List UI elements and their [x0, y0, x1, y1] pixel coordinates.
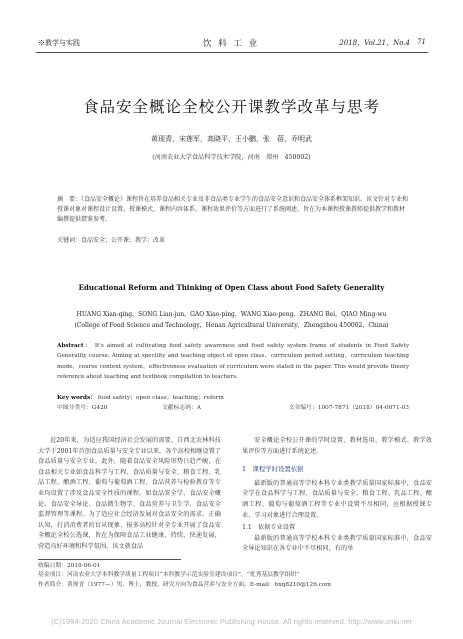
body-paragraph: 安全概论全校公开课的学时设置、教材选用、教学模式、教学效果评价等方面进行系统论述。: [242, 437, 432, 455]
footnote-fund: 基金项目：河南农业大学本科教学质量工程项目“本科教学示范实验室建设项目”，“优秀基层教学组织”: [38, 572, 300, 579]
authors-cn: 黄现青，宋莲军，高晓平，王小鹏，张 蓓，乔明武: [151, 135, 312, 143]
keywords-cn: [57, 235, 409, 244]
body-paragraph: 最新版的普通高等学校本科专业类教学质量国家标准中，食品安全导论知识在各专业中不尽相同，有的单: [242, 534, 432, 553]
header-journal-name: 饮 料 工 业: [203, 39, 260, 49]
paper-title-cn: 食品安全概论全校公开课教学改革与思考: [82, 98, 380, 116]
abstract-cn: [57, 195, 409, 225]
affiliation-cn: (河南农业大学食品科学技术学院，河南 郑州 450002): [152, 154, 311, 161]
footnote: [38, 562, 438, 590]
header-page-number: 71: [417, 38, 426, 46]
body-left-column: 近20年来，为适应我国经济社会发展的需要，自西北农林科技大学于2001年首创食品质量与安全专业以来，各个高校相继设置了食品质量与安全专业。此外，随着食品安全风险形势日趋严峻，在食品相关专业如食品科学与工程、食品质量与安全、粮食工程、乳品工程、酿酒工程、葡萄与葡萄酒工程、食品营养与检验教育等专业均设置了涉及食品安全性质的课程，如食品安全学、食品安全概论、食品安全导论、食品微生物学、食品营养与卫生学、食品安全监督管理等课程。为了适应社会经济发展对食品安全的需求，正确认知，打消消费者的盲从现象，报多高校针对全专业开展了食品安全概论全校公选课，旨在为保障食品工业健康、持续、快速发展，营造良好环境和科学氛围。该文就食品: [38, 437, 221, 550]
keywords-en-label: Key words：: [57, 395, 97, 401]
keywords-en: [57, 392, 409, 401]
clc-number: 中图分类号：G420: [57, 405, 108, 411]
footnote-divider: [38, 559, 181, 560]
abstract-en-label: Abstract：: [57, 343, 92, 349]
document-code: 文献标志码：A: [162, 405, 201, 411]
footnote-received: 收稿日期：2018-06-01: [38, 563, 101, 569]
abstract-cn-text: 《食品安全概论》课程旨在培养食品相关专业及非食品类专业学生的食品安全意识和食品安全体系框架知识。该文针对专业和授课对象对课程设计设置、授课模式、课程内容体系、课程效果评价等方面进行了系统阐述，旨在为本课程授课教师提供教学和教材编撰提供借鉴参考。: [57, 196, 409, 223]
footnote-author: 作者简介：黄现青（1977—）男，博士，教授，研究方向为食品营养与安全方面。E-mail：hxq8210@126.com: [38, 581, 332, 588]
paper-title-en: Educational Reform and Thinking of Open Class about Food Safety Generality: [78, 283, 385, 292]
body-right-column: [242, 436, 432, 555]
abstract-en-text: It's aimed at cultivating food safety awareness and food safety system frame of students in Food Safety Generality course. Aiming at specility and teaching object of open class，curriculum period setting，curriculum teaching mode，course content system，effectiveness evaluation of curriculum were stated in the paper. This would provide theory reference about teaching and textbook compilation to teachers.: [57, 343, 410, 380]
article-number: 文章编号：1007-7871（2018）04-0071-03: [288, 405, 409, 411]
header-divider: [36, 52, 428, 53]
affiliation-en: (College of Food Science and Technology，Henan Agricultural University，Zhengzhou 450002，China): [74, 322, 389, 329]
abstract-en: [57, 341, 409, 382]
keywords-cn-label: 关键词：: [57, 237, 82, 244]
keywords-cn-text: 食品安全；公开课；教学；改革: [81, 237, 166, 244]
abstract-cn-label: 摘 要：: [57, 196, 82, 203]
header-issue: 2018，Vol.21，No.4: [339, 39, 410, 47]
running-header: [38, 38, 426, 50]
subsection-heading: 1.1 依据专业设置: [242, 524, 296, 532]
copyright-watermark: (C)1994-2020 China Academic Journal Electronic Publishing House. All rights reserved. http://www.cnki.net: [51, 617, 412, 626]
classification-line: [57, 402, 409, 412]
body-paragraph: 最新版的普通高等学校本科专业类教学质量国家标准中，食品安全学在食品科学与工程、食品质量与安全、粮食工程、乳品工程、酿酒工程、葡萄与葡萄酒工程等专业中设置不尽相同，应根据授课专业、学习对象进行合理设置。: [242, 479, 432, 519]
authors-en: HUANG Xian-qing，SONG Lian-jun，GAO Xiao-ping，WANG Xiao-peng，ZHANG Bei，QIAO Ming-wu: [76, 311, 387, 318]
keywords-en-text: food safety；open class；teaching；reform: [97, 395, 224, 401]
section-heading: 1 课程学时设置依据: [242, 465, 304, 474]
header-section: ※教学与实践: [38, 39, 80, 47]
